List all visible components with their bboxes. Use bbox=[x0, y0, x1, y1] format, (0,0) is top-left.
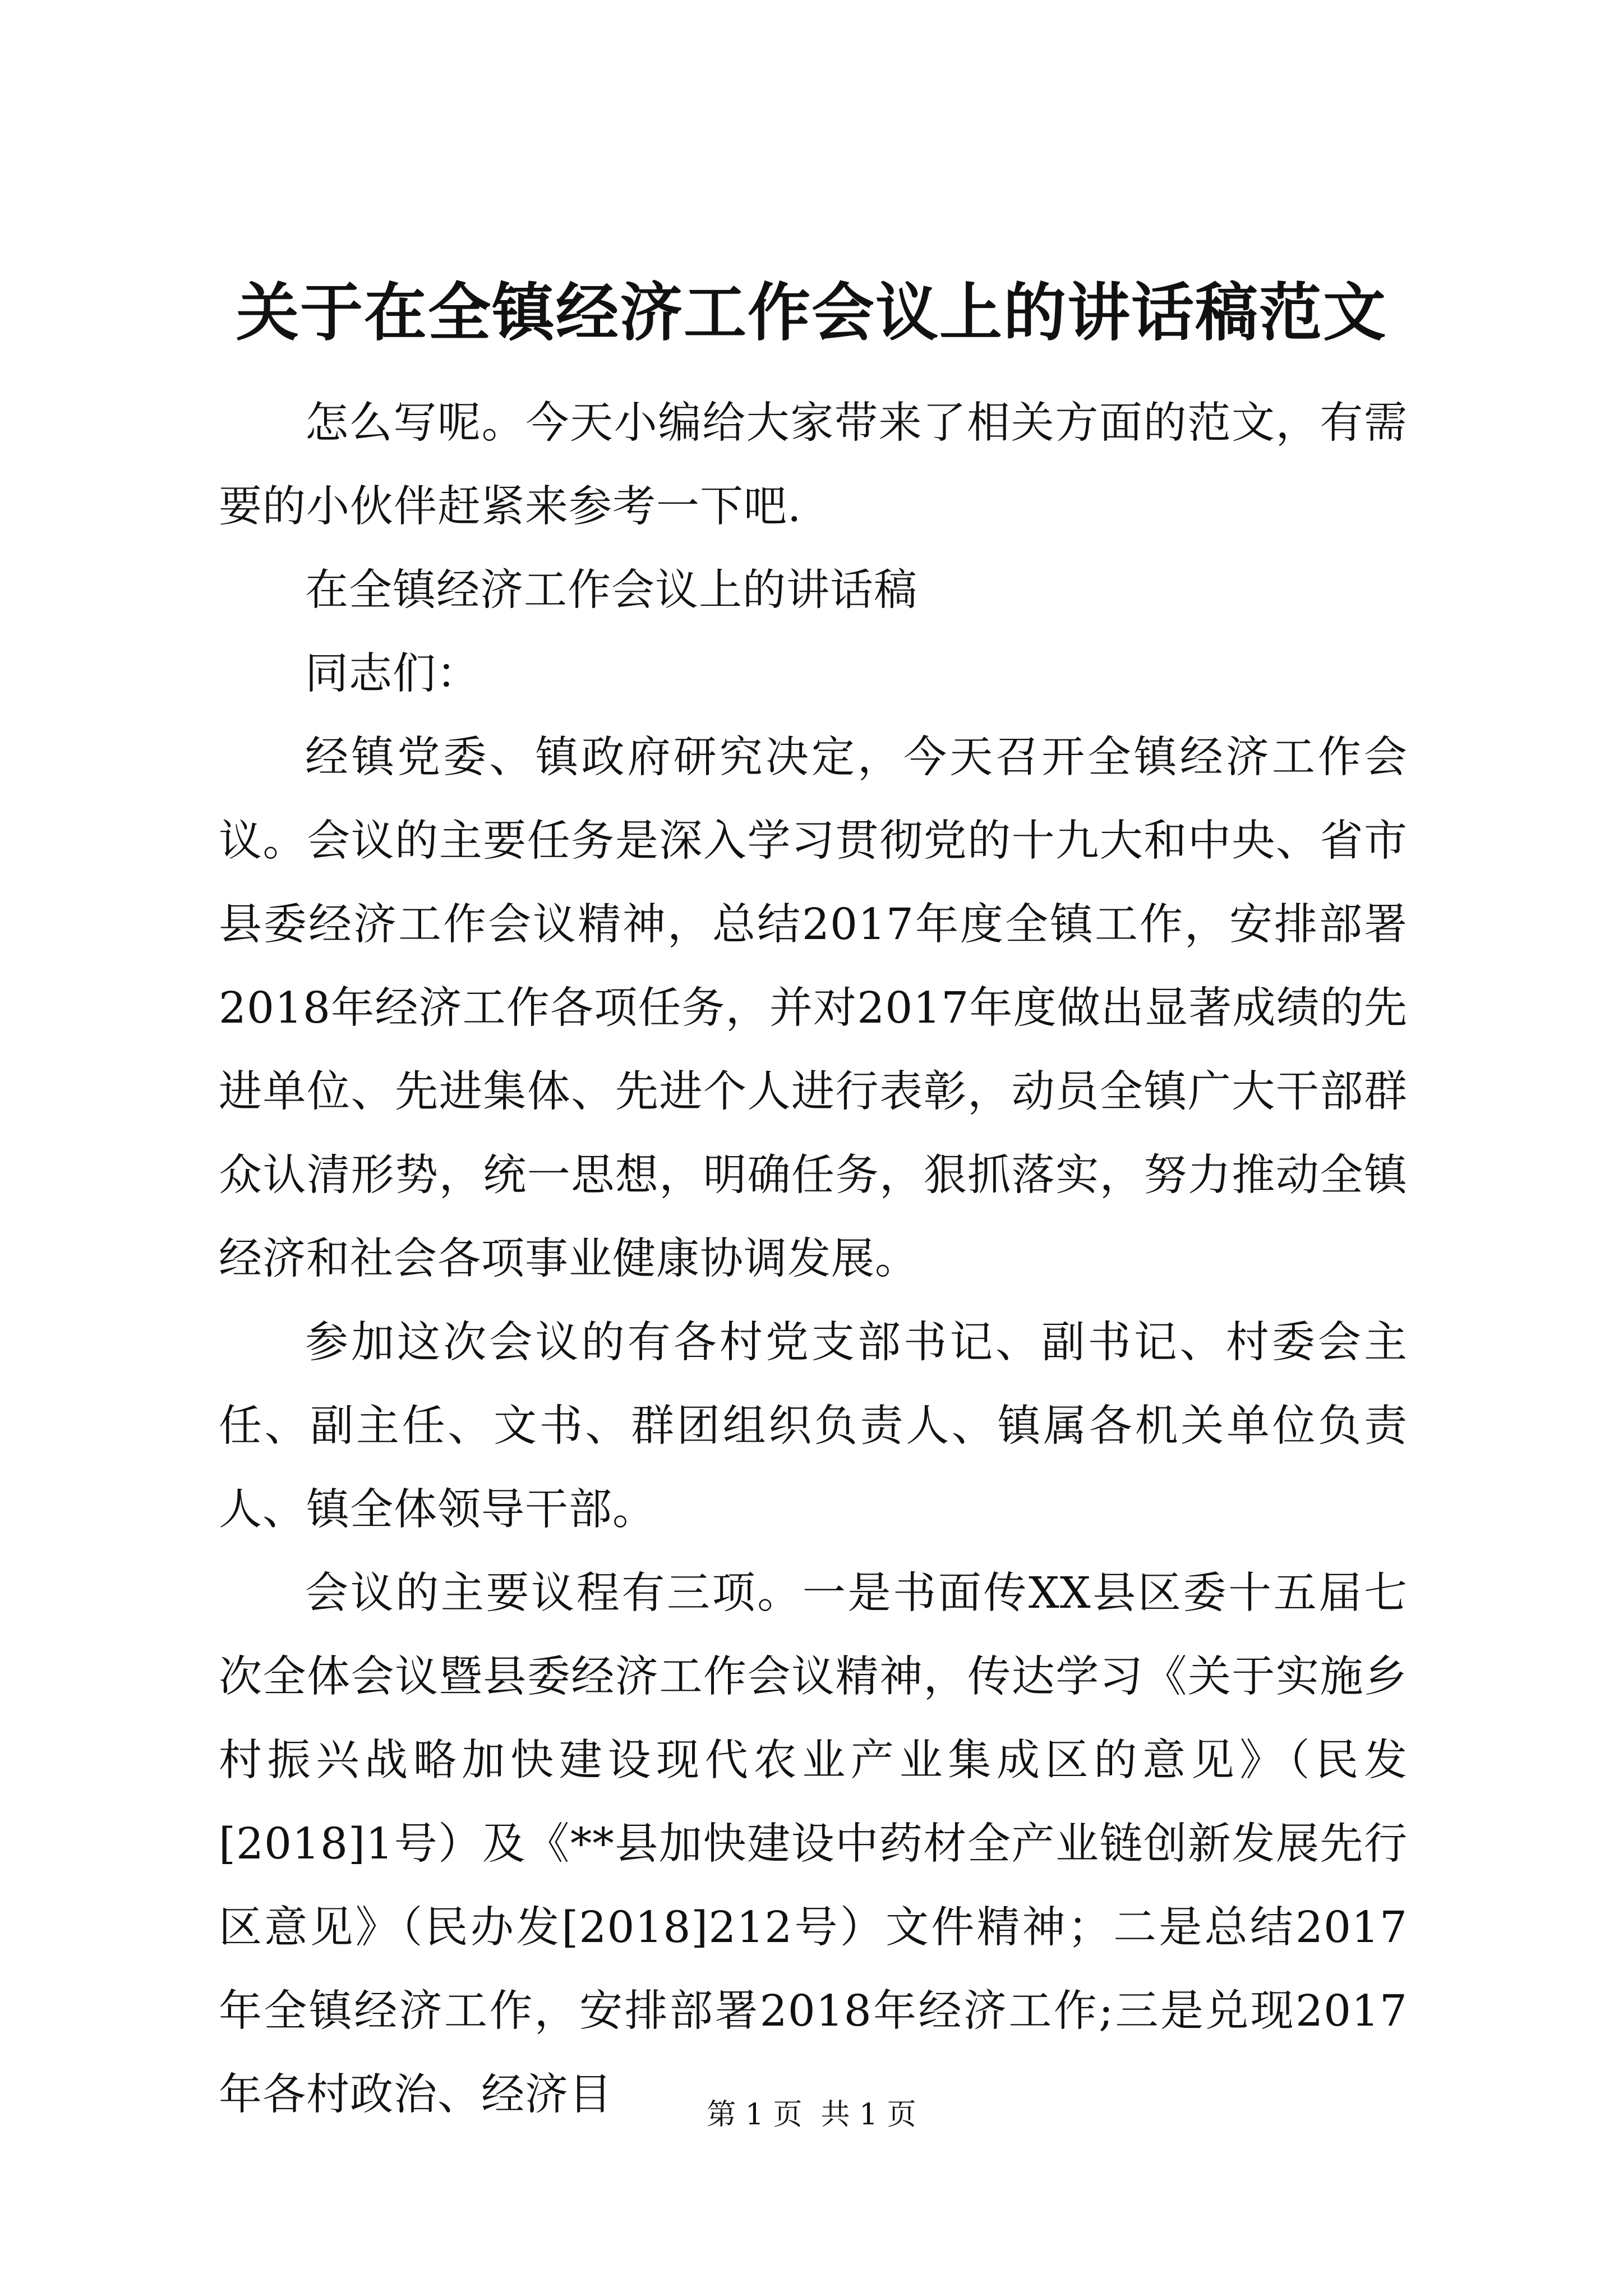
speech-heading: 在全镇经济工作会议上的讲话稿 bbox=[305, 565, 917, 615]
body-paragraph: 会议的主要议程有三项。一是书面传XX县区委十五届七次全体会议暨县委经济工作会议精神，传达学习《关于实施乡村振兴战略加快建设现代农业产业集成区的意见》（民发[2018]1号）及《**县加快建设中药材全产业链创新发展先行区意见》（民办发[2018]212号）文件精神；二是总结2017年全镇经济工作，安排部署2018年经济工作;三是兑现2017年各村政治、经济目 bbox=[219, 1568, 1408, 2120]
document-body bbox=[219, 381, 1408, 2137]
intro-paragraph: 怎么写呢。今天小编给大家带来了相关方面的范文，有需要的小伙伴赶紧来参考一下吧. bbox=[219, 398, 1408, 532]
body-paragraph: 参加这次会议的有各村党支部书记、副书记、村委会主任、副主任、文书、群团组织负责人、镇属各机关单位负责人、镇全体领导干部。 bbox=[219, 1318, 1408, 1535]
page-number-footer: 第 1 页 共 1 页 bbox=[707, 2098, 916, 2132]
salutation: 同志们： bbox=[305, 649, 480, 699]
body-paragraph: 经镇党委、镇政府研究决定，今天召开全镇经济工作会议。会议的主要任务是深入学习贯彻党的十九大和中央、省市县委经济工作会议精神，总结2017年度全镇工作，安排部署2018年经济工作各项任务，并对2017年度做出显著成绩的先进单位、先进集体、先进个人进行表彰，动员全镇广大干部群众认清形势，统一思想，明确任务，狠抓落实，努力推动全镇经济和社会各项事业健康协调发展。 bbox=[219, 733, 1408, 1284]
document-title: 关于在全镇经济工作会议上的讲话稿范文 bbox=[236, 276, 1387, 349]
